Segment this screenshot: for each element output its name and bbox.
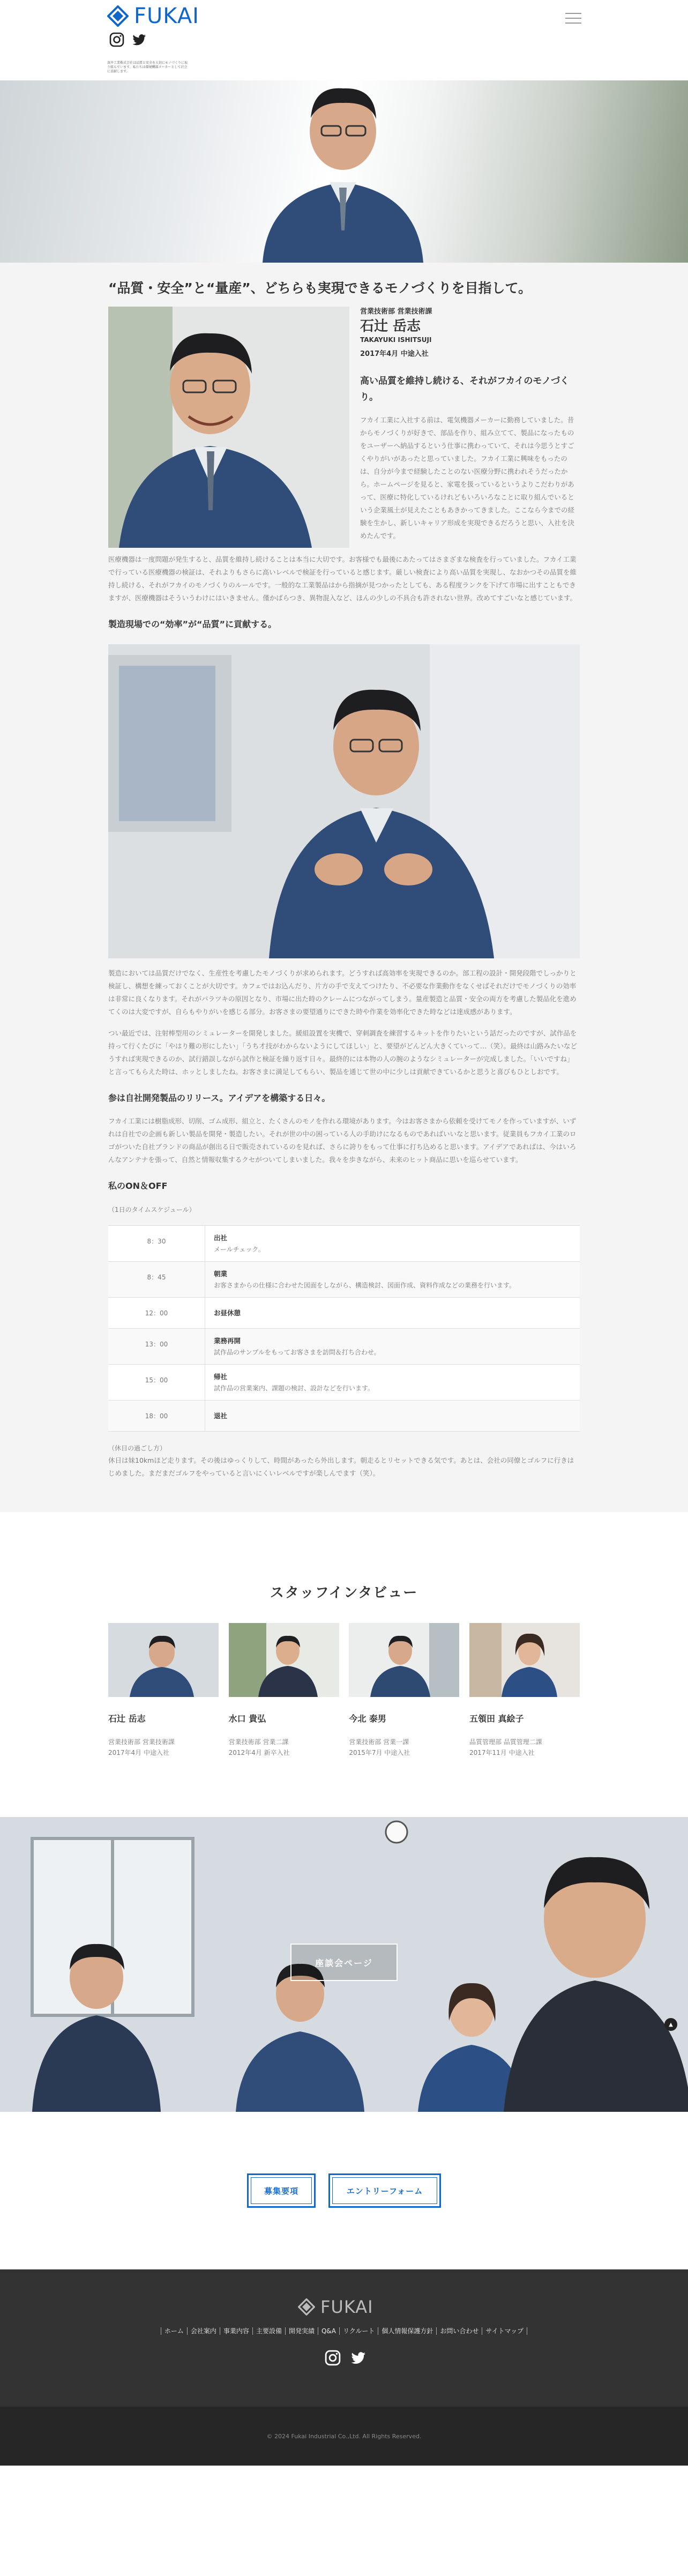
schedule-row — [108, 1226, 580, 1262]
footer-link-business[interactable]: 事業内容 — [220, 2327, 252, 2335]
staff-section-title: スタッフインタビュー — [270, 1585, 418, 1601]
footer-logo-text: FUKAI — [320, 2297, 373, 2317]
schedule-title: 朝業 — [214, 1270, 228, 1278]
schedule-row — [108, 1262, 580, 1298]
staff-photo — [469, 1623, 580, 1697]
intro-paragraph: フカイ工業に入社する前は、電気機器メーカーに勤務していました。昔からモノづくりが好きで、部品を作り、組み立てて、製品になったものをユーザーへ納品するという仕事に携わっていて、それは今思うとすごくやりがいがあったと思っていました。フカイ工業に興味をもったのは、自分が今まで経験したことのない医療分野に携われそうだったから。ホームページを見ると、家電を扱っているというよりこだわりがあって、医療に特化しているけれどもいろいろなことに取り組んでいるという企業風土が見えたこともあきかってきました。ここなら今までの経験を生かし、新しいキャリア形成を実現できるだろうと思い、入社を決めたんです。 — [360, 416, 575, 540]
staff-dept: 営業技術部 営業一課 — [349, 1738, 409, 1746]
schedule-desc: 試作品の営業案内、課題の検討、設計などを行います。 — [214, 1384, 375, 1392]
staff-name: 今北 泰男 — [349, 1714, 386, 1724]
section1-paragraph-2: つい最近では、注射棒型用のシミュレーターを開発しました。緩組設置を実機で、穿刺調査を練習するキットを作りたいという話だったのですが、試作品を持って行くたびに「やはり難の形にしたい」「うち才技がわからないようにしてほしい」と、要望がどんどん大きくていって…（笑）。最終は山路みたいなどうすれば実現できるのか、試行錯誤しながら試作と検証を繰り返す日々。最終的には本物の人の腕のようなシミュレーターが完成しました。「いいですね」と言ってもらえた時は、ホッとしましたね。お客さまに満足してもらい、製品を通じて世の中に少しは貢献できているかと思うと喜びもひとしおです。 — [108, 1029, 578, 1076]
schedule-title: 退社 — [214, 1411, 228, 1420]
staff-photo — [108, 1623, 219, 1697]
schedule-caption: （1日のタイムスケジュール） — [108, 1206, 196, 1213]
hero-person-photo — [241, 80, 445, 263]
staff-name: 水口 貴弘 — [228, 1714, 266, 1724]
section2-paragraph: フカイ工業には樹脂成形、切削、ゴム成形、組立と、たくさんのモノを作れる環境があります。今はお客さまから依頼を受けてモノを作っていますが、いずれは自社での企画も新しい製品を開発・製造したい。それが世の中の困っている人の手助けになるものであればいいなと思います。従業員もフカイ工業のロゴがついた自社ブランドの商品が創出る日で販売されているのを見れば、さらに誇りをもって仕事に打ち込めると思います。アイデアであればは、今はいろんなアンテナを張って、自然と情報収集するクセがついてしまいました。我々を歩きながら、未来のヒット商品に思いを巡らせています。 — [108, 1117, 577, 1164]
schedule-row — [108, 1329, 580, 1365]
schedule-time: 15：00 — [145, 1376, 168, 1384]
footer-link-contact[interactable]: お問い合わせ — [436, 2327, 482, 2335]
fukai-logo-icon — [298, 2298, 315, 2316]
staff-card[interactable] — [229, 1623, 339, 1758]
schedule-desc: お客さまからの仕様に合わせた図面をしながら、構造検討、図面作成、資料作成などの業務を行います。 — [214, 1282, 516, 1289]
section-heading-future: 参は自社開発製品のリリース。アイデアを構築する日々。 — [108, 1093, 331, 1103]
footer-link-home[interactable]: ホーム — [161, 2327, 187, 2335]
staff-joined: 2017年11月 中途入社 — [469, 1749, 535, 1756]
staff-grid — [108, 1623, 580, 1758]
schedule-table — [108, 1225, 580, 1432]
footer-link-equipment[interactable]: 主要設備 — [252, 2327, 285, 2335]
staff-joined: 2012年4月 新卒入社 — [228, 1749, 290, 1756]
offday-text: 休日は妹10kmほど走ります。その後はゆっくりして、時間があったら外出します。朝走るとリセットできる気です。あとは、会社の同僚とゴルフに行きはじめました。まだまだゴルフをやっていると言いにくいレベルですが楽しんでます（笑）。 — [108, 1456, 574, 1477]
section-heading-efficiency: 製造現場での“効率”が“品質”に貢献する。 — [108, 619, 277, 629]
staff-card[interactable] — [108, 1623, 219, 1758]
staff-joined: 2017年4月 中途入社 — [108, 1749, 169, 1756]
intro-paragraph-continued: 医療機器は一度問題が発生すると、品質を維持し続けることは本当に大切です。お客様でも最後にあたってはさまざまな検査を行っていました。フカイ工業で行っている医療機器の検証は、それよりもさらに高いレベルで検証を行っていると感じます。厳しい検査により高い品質を実現し、なおかつその品質を維持し続ける、それがフカイのモノづくりのルールです。一般的な工業製品はから指摘が見つかったとしても、ある程度ランクを下げて市場に出すこともできますが、医療機器はそういうわけにはいきません。僅かばらつき、異物混入など、ほんの少しの不具合も許されない世界。改めてすごいなと感じています。 — [108, 555, 577, 602]
footer-link-recruit[interactable]: リクルート — [339, 2327, 378, 2335]
schedule-row — [108, 1401, 580, 1432]
instagram-icon[interactable] — [109, 32, 124, 47]
twitter-icon[interactable] — [132, 32, 147, 47]
footer-link-sitemap[interactable]: サイトマップ — [482, 2327, 527, 2335]
logo[interactable] — [107, 5, 199, 27]
recruit-info-button[interactable]: 募集要項 — [247, 2173, 316, 2208]
profile-roman-name: TAKAYUKI ISHITSUJI — [360, 336, 432, 344]
logo-text: FUKAI — [134, 4, 199, 28]
intro-block — [108, 307, 580, 551]
profile-joined: 2017年4月 中途入社 — [360, 350, 429, 358]
fukai-logo-icon — [107, 5, 129, 27]
copyright-bar — [0, 2407, 688, 2466]
schedule-desc: メールチェック。 — [214, 1246, 265, 1253]
staff-joined: 2015年7月 中途入社 — [349, 1749, 410, 1756]
interview-article — [0, 263, 688, 1512]
staff-card[interactable] — [469, 1623, 580, 1758]
footer-link-achievements[interactable]: 開発実績 — [285, 2327, 318, 2335]
staff-dept: 営業技術部 営業技術課 — [108, 1738, 175, 1746]
staff-interviews — [0, 1512, 688, 1817]
menu-hamburger-icon[interactable] — [565, 13, 581, 24]
schedule-title: 帰社 — [214, 1373, 228, 1381]
profile-name: 石辻 岳志 — [360, 318, 421, 334]
staff-name: 五領田 真絵子 — [469, 1714, 524, 1724]
roundtable-banner — [0, 1817, 688, 2112]
section1-paragraph-1: 製造においては品質だけでなく、生産性を考慮したモノづくりが求められます。どうすれば高効率を実現できるのか。部工程の設計・開発段階でしっかりと検証し、構想を練っておくことが大切です。カフェではお込んだり、片方の手で支えてつけたり、不必要な作業動作をなくせばそれだけでモノづくりの効率は非常に良くなります。それがパラツキの原因となり、市場に出た時のクレームにつながってしまう。量産製造と品質・安全の両方を考慮した製品化を進めてくのは大変ですが、自らもやりがいを感じる部分。お客さまの要望通りにできた時や作業を効率化できた時などは達成感があります。 — [108, 969, 577, 1016]
interview-photo — [108, 644, 580, 958]
schedule-time: 13：00 — [145, 1341, 168, 1348]
copyright-text: © 2024 Fukai Industrial Co.,Ltd. All Rights Reserved. — [266, 2432, 422, 2440]
schedule-time: 12：00 — [145, 1309, 168, 1317]
footer-link-qa[interactable]: Q&A — [318, 2327, 339, 2335]
lead-heading: 高い品質を維持し続ける、それがフカイのモノづくり。 — [360, 376, 570, 403]
schedule-title: 業務再開 — [214, 1337, 241, 1345]
schedule-row — [108, 1365, 580, 1401]
scroll-to-top-icon[interactable]: ▲ — [664, 2018, 677, 2031]
staff-card[interactable] — [349, 1623, 459, 1758]
staff-photo — [229, 1623, 339, 1697]
article-title: “品質・安全”と“量産”、どちらも実現できるモノづくりを目指して。 — [108, 280, 532, 296]
header-tagline: 深井工業株式会社は品質と安全を大切にモノづくりに取り組んでいます。私たちは環境機器メーカーとして社会に貢献します。 — [107, 61, 188, 73]
profile — [360, 307, 580, 542]
header-social-links — [109, 32, 147, 47]
site-footer — [0, 2269, 688, 2466]
site-header — [0, 0, 688, 80]
schedule-time: 8：45 — [147, 1274, 166, 1281]
staff-dept: 品質管理部 品質管理二課 — [469, 1738, 542, 1746]
schedule-time: 18：00 — [145, 1412, 168, 1420]
cta-section — [0, 2112, 688, 2269]
hero-image — [0, 80, 688, 263]
offday-caption: （休日の過ごし方） — [108, 1445, 167, 1452]
roundtable-page-button[interactable]: 座談会ページ — [290, 1944, 398, 1981]
profile-department: 営業技術部 営業技術課 — [360, 308, 432, 316]
staff-photo — [349, 1623, 459, 1697]
footer-social-links — [325, 2350, 367, 2366]
schedule-desc: 試作品のサンプルをもってお客さまを訪問＆打ち合わせ。 — [214, 1349, 380, 1356]
schedule-title: お昼休憩 — [214, 1308, 241, 1317]
twitter-icon[interactable] — [350, 2350, 367, 2366]
footer-logo[interactable] — [298, 2298, 373, 2316]
footer-nav — [0, 2326, 688, 2335]
staff-name: 石辻 岳志 — [108, 1714, 146, 1724]
instagram-icon[interactable] — [325, 2350, 341, 2366]
schedule-row — [108, 1298, 580, 1329]
schedule-time: 8：30 — [147, 1238, 166, 1245]
staff-dept: 営業技術部 営業二課 — [228, 1738, 289, 1746]
footer-link-privacy[interactable]: 個人情報保護方針 — [378, 2327, 436, 2335]
schedule-title: 出社 — [214, 1234, 228, 1242]
footer-link-company[interactable]: 会社案内 — [187, 2327, 220, 2335]
portrait-photo — [108, 307, 349, 548]
on-off-heading: 私のON＆OFF — [108, 1181, 168, 1191]
entry-form-button[interactable]: エントリーフォーム — [328, 2173, 441, 2208]
